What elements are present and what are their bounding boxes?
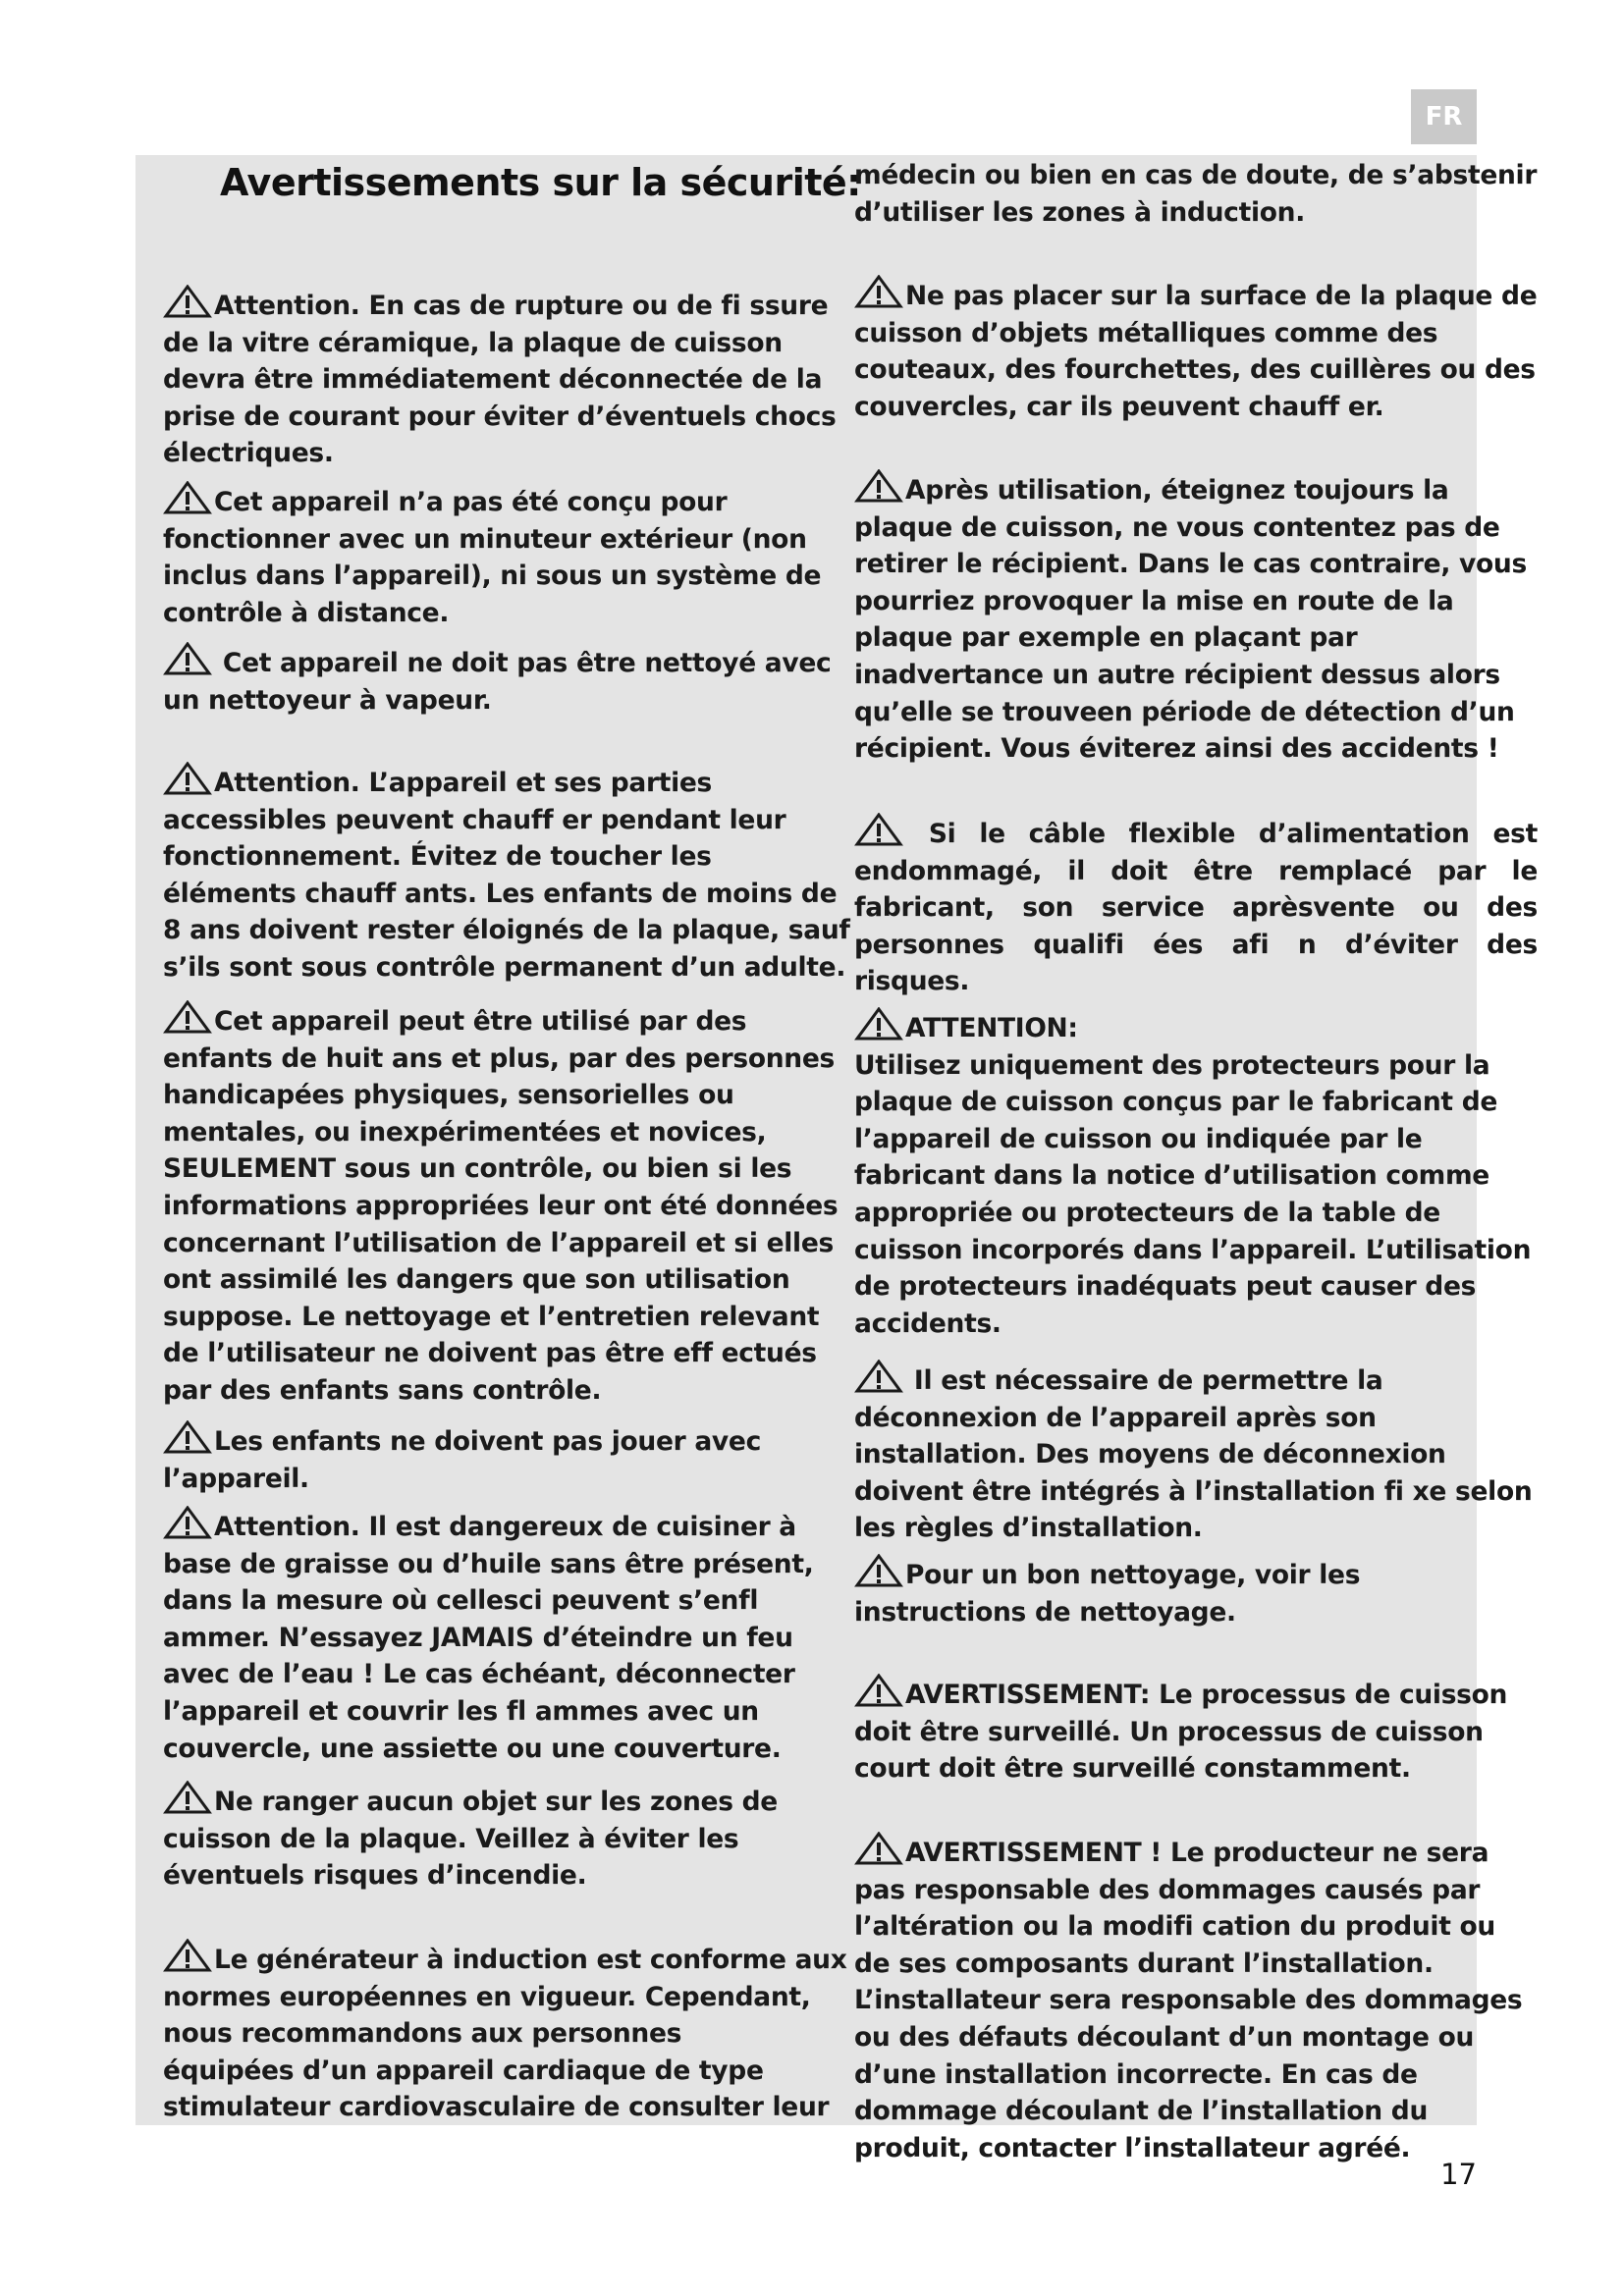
paragraph-text: Attention. Il est dangereux de cuisiner à base de graisse ou d’huile sans être présent, dans la mesure où cellesci peuvent s’enfl ammer. N’essayez JAMAIS d’éteindre un feu avec de l’eau ! Le cas échéant, déconnecter l’appareil et couvrir les fl ammes avec un couvercle, une assiette ou une couverture. — [163, 1512, 814, 1764]
warning-triangle-icon — [163, 1939, 212, 1972]
warning-paragraph — [854, 157, 1538, 231]
warning-triangle-icon — [854, 1360, 903, 1393]
warning-paragraph — [854, 275, 1538, 425]
paragraph-text-continued: équipées d’un appareil cardiaque de type stimulateur cardiovasculaire de consulter leur — [163, 2055, 830, 2123]
paragraph-heading: ATTENTION: — [905, 1013, 1078, 1043]
paragraph-text: Cet appareil peut être utilisé par des enfants de huit ans et plus, par des personnes handicapées physiques, sensorielles ou mentales, ou inexpérimentées et novices, SEULEMENT sous un contrôle, ou bien si les informations appropriées leur ont été données concernant l’utilisation de l’appareil et si elles ont assimilé les dangers que son utilisation suppose. Le nettoyage et l’entretien relevant de l’utilisateur ne doivent pas être eff ectués par des enfants sans contrôle. — [163, 1006, 839, 1406]
paragraph-text: Utilisez uniquement des protecteurs pour la plaque de cuisson conçus par le fabricant de l’appareil de cuisson ou indiquée par le fabricant dans la notice d’utilisation comme appropriée ou protecteurs de la table de cuisson incorporés dans l’appareil. L’utilisation de protecteurs inadéquats peut causer des accidents. — [854, 1049, 1532, 1339]
paragraph-text: AVERTISSEMENT ! Le producteur ne sera pas responsable des dommages causés par l’altération ou la modifi cation du produit ou de ses composants durant l’installation. L’installateur sera responsable des dommages ou des défauts découlant d’un montage ou d’une installation incorrecte. En cas de dommage découlant de l’installation du produit, contacter l’installateur agréé. — [854, 1838, 1523, 2163]
language-badge: FR — [1411, 89, 1477, 144]
warning-triangle-icon — [163, 1000, 212, 1034]
warning-paragraph — [854, 1832, 1538, 2166]
paragraph-text: Si le câble flexible d’alimentation est endommagé, il doit être remplacé par le fabricant, son service aprèsvente ou des personnes qualifi ées afi n d’éviter des risques. — [854, 819, 1538, 997]
warning-paragraph — [854, 1007, 1538, 1342]
paragraph-text: Il est nécessaire de permettre la déconnexion de l’appareil après son installation. Des moyens de déconnexion doivent être intégrés à l’installation fi xe selon les règles d’installation. — [854, 1365, 1533, 1544]
warning-paragraph — [163, 1420, 850, 1497]
paragraph-text: Après utilisation, éteignez toujours la plaque de cuisson, ne vous contentez pas de retirer le récipient. Dans le cas contraire, vous pourriez provoquer la mise en route de la plaque par exemple en plaçant par inadvertance un autre récipient dessus alors qu’elle se trouveen période de détection d’un récipient. Vous éviterez ainsi des accidents ! — [854, 475, 1527, 765]
page-title: Avertissements sur la sécurité: — [220, 161, 861, 204]
warning-paragraph — [854, 469, 1538, 768]
warning-triangle-icon — [163, 642, 212, 675]
warning-paragraph — [163, 762, 850, 987]
paragraph-text: Le générateur à induction est conforme aux normes européennes en vigueur. Cependant, nous recommandons aux personnes — [163, 1945, 847, 2050]
paragraph-text: Attention. En cas de rupture ou de fi ssure de la vitre céramique, la plaque de cuisson devra être immédiatement déconnectée de la prise de courant pour éviter d’éventuels chocs électriques. — [163, 291, 837, 469]
warning-triangle-icon — [854, 1007, 903, 1041]
warning-paragraph — [163, 481, 850, 631]
warning-paragraph — [163, 642, 850, 719]
warning-paragraph — [854, 813, 1538, 1000]
warning-paragraph — [163, 285, 850, 472]
warning-triangle-icon — [854, 1674, 903, 1707]
paragraph-text: Les enfants ne doivent pas jouer avec l’appareil. — [163, 1426, 761, 1494]
warning-paragraph — [163, 1000, 850, 1410]
warning-triangle-icon — [163, 762, 212, 795]
warning-paragraph — [163, 1506, 850, 1767]
paragraph-text: Ne ranger aucun objet sur les zones de cuisson de la plaque. Veillez à éviter les éventuels risques d’incendie. — [163, 1787, 778, 1892]
paragraph-text: Cet appareil ne doit pas être nettoyé avec un nettoyeur à vapeur. — [163, 648, 832, 716]
warning-paragraph — [163, 1939, 850, 2126]
paragraph-text: Ne pas placer sur la surface de la plaque de cuisson d’objets métalliques comme des couteaux, des fourchettes, des cuillères ou des couvercles, car ils peuvent chauff er. — [854, 281, 1538, 422]
paragraph-text: Pour un bon nettoyage, voir les instructions de nettoyage. — [854, 1560, 1361, 1628]
paragraph-text: AVERTISSEMENT: Le processus de cuisson doit être surveillé. Un processus de cuisson court doit être surveillé constamment. — [854, 1680, 1508, 1785]
warning-triangle-icon — [854, 1554, 903, 1587]
warning-triangle-icon — [854, 1832, 903, 1865]
paragraph-text: Attention. L’appareil et ses parties accessibles peuvent chauff er pendant leur fonctionnement. Évitez de toucher les éléments chauff ants. Les enfants de moins de 8 ans doivent rester éloignés de la plaque, sauf s’ils sont sous contrôle permanent d’un adulte. — [163, 768, 850, 983]
paragraph-text: médecin ou bien en cas de doute, de s’abstenir d’utiliser les zones à induction. — [854, 160, 1538, 228]
warning-triangle-icon — [163, 1420, 212, 1454]
warning-triangle-icon — [163, 1506, 212, 1539]
warning-triangle-icon — [854, 275, 903, 308]
warning-triangle-icon — [163, 481, 212, 514]
page-number: 17 — [1440, 2158, 1477, 2191]
warning-triangle-icon — [854, 813, 903, 846]
warning-triangle-icon — [854, 469, 903, 503]
paragraph-text: Cet appareil n’a pas été conçu pour fonctionner avec un minuteur extérieur (non inclus dans l’appareil), ni sous un système de contrôle à distance. — [163, 487, 822, 628]
warning-triangle-icon — [163, 1781, 212, 1814]
warning-paragraph — [854, 1554, 1538, 1630]
warning-paragraph — [854, 1360, 1538, 1547]
warning-triangle-icon — [163, 285, 212, 318]
warning-paragraph — [163, 1781, 850, 1895]
warning-paragraph — [854, 1674, 1538, 1788]
